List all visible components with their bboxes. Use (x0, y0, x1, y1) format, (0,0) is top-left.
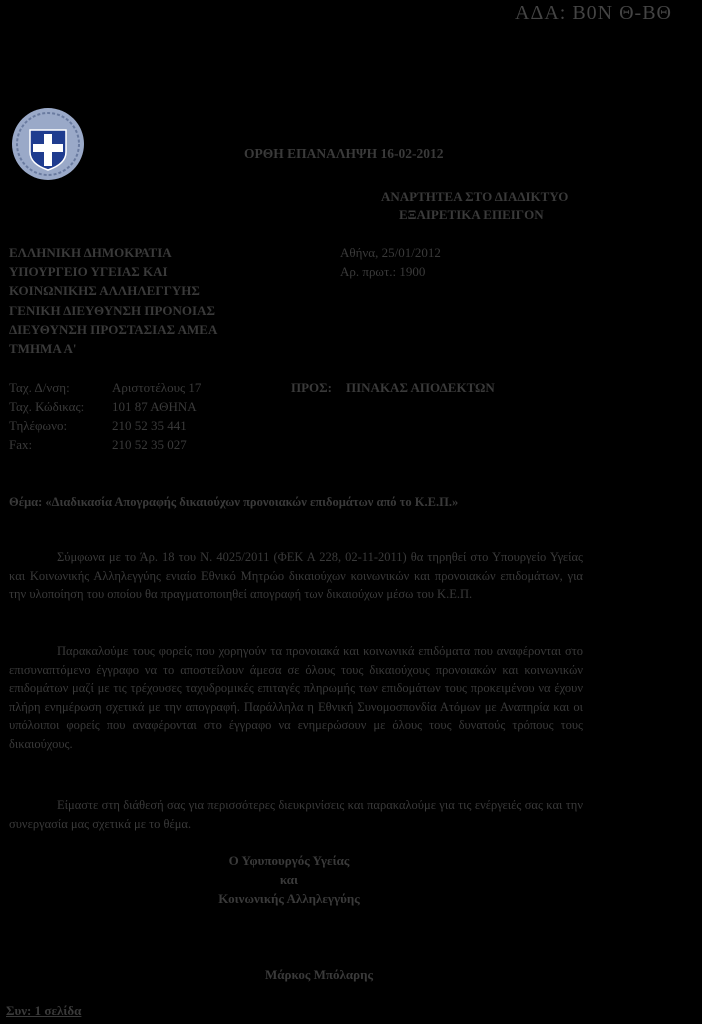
notice-publish: ΑΝΑΡΤΗΤΕΑ ΣΤΟ ΔΙΑΔΙΚΤΥΟ (381, 189, 569, 204)
contact-label: Ταχ. Κώδικας: (9, 399, 85, 414)
ada-code: ΑΔΑ: Β0Ν Θ-ΒΘ (515, 2, 672, 24)
paragraph-text: Σύμφωνα με το Άρ. 18 του Ν. 4025/2011 (ΦΕΚ Α 228, 02-11-2011) θα τηρηθεί στο Υπουργείο Υγείας και Κοινωνικής Αλληλεγγύης ενιαίο Εθνικό Μητρώο δικαιούχων κοινωνικών και προνοιακών επιδομάτων, για την υλοποίηση του οποίου θα πραγματοποιηθεί απογραφή των δικαιούχων μέσω του Κ.Ε.Π. (9, 550, 583, 601)
contact-label: Fax: (9, 437, 33, 452)
body-paragraph (9, 548, 583, 604)
contact-value: Αριστοτέλους 17 (112, 380, 202, 395)
contact-label: Τηλέφωνο: (9, 418, 68, 433)
signature-line: και (279, 872, 299, 887)
contact-value: 101 87 ΑΘΗΝΑ (112, 399, 197, 414)
protocol-line: Αρ. πρωτ.: 1900 (340, 264, 426, 279)
date-line: Αθήνα, 25/01/2012 (340, 245, 441, 260)
recipient-label: ΠΡΟΣ: (291, 380, 332, 395)
signature-line: Ο Υφυπουργός Υγείας (228, 853, 350, 868)
body-paragraph (9, 796, 583, 833)
contact-label: Ταχ. Δ/νση: (9, 380, 70, 395)
contact-value: 210 52 35 441 (112, 418, 187, 433)
notice-urgent: ΕΞΑΙΡΕΤΙΚΑ ΕΠΕΙΓΟΝ (399, 207, 544, 222)
org-line: ΕΛΛΗΝΙΚΗ ΔΗΜΟΚΡΑΤΙΑ (9, 245, 172, 260)
greek-emblem-icon (10, 106, 86, 182)
paragraph-text: Είμαστε στη διάθεσή σας για περισσότερες διευκρινίσεις και παρακαλούμε για τις ενέργειές σας και την συνεργασία μας σχετικά με το θέμα. (9, 798, 583, 831)
paragraph-text: Παρακαλούμε τους φορείς που χορηγούν τα προνοιακά και κοινωνικά επιδόματα που αναφέρονται στο επισυναπτόμενο έγγραφο να το αποστείλουν άμεσα σε όλους τους δικαιούχους προνοιακών και κοινωνικών επιδομάτων μαζί με τις τρέχουσες ταχυδρομικές επιταγές πληρωμής των επιδομάτων τους προκειμένου να έχουν πλήρη ενημέρωση σχετικά με την απογραφή. Παράλληλα η Εθνική Συνομοσπονδία Ατόμων με Αναπηρία και οι υπόλοιποι φορείς που αναφέρονται στο έγγραφο να ενημερώσουν με όλους τους δυνατούς τρόπους τους δικαιούχους. (9, 644, 583, 751)
org-line: ΤΜΗΜΑ Α' (9, 341, 77, 356)
contact-value: 210 52 35 027 (112, 437, 187, 452)
signature-line: Κοινωνικής Αλληλεγγύης (218, 891, 360, 906)
subject: Θέμα: «Διαδικασία Απογραφής δικαιούχων προνοιακών επιδομάτων από το Κ.Ε.Π.» (9, 495, 459, 509)
org-line: ΚΟΙΝΩΝΙΚΗΣ ΑΛΛΗΛΕΓΓΥΗΣ (9, 283, 200, 298)
org-line: ΔΙΕΥΘΥΝΣΗ ΠΡΟΣΤΑΣΙΑΣ ΑΜΕΑ (9, 322, 218, 337)
recipient: ΠΙΝΑΚΑΣ ΑΠΟΔΕΚΤΩΝ (346, 380, 495, 395)
body-paragraph (9, 642, 583, 753)
attachment-note: Συν: 1 σελίδα (6, 1003, 82, 1018)
header-notice: ΟΡΘΗ ΕΠΑΝΑΛΗΨΗ 16-02-2012 (244, 146, 444, 161)
signer-name: Μάρκος Μπόλαρης (265, 967, 373, 982)
org-line: ΥΠΟΥΡΓΕΙΟ ΥΓΕΙΑΣ ΚΑΙ (9, 264, 168, 279)
org-line: ΓΕΝΙΚΗ ΔΙΕΥΘΥΝΣΗ ΠΡΟΝΟΙΑΣ (9, 303, 215, 318)
